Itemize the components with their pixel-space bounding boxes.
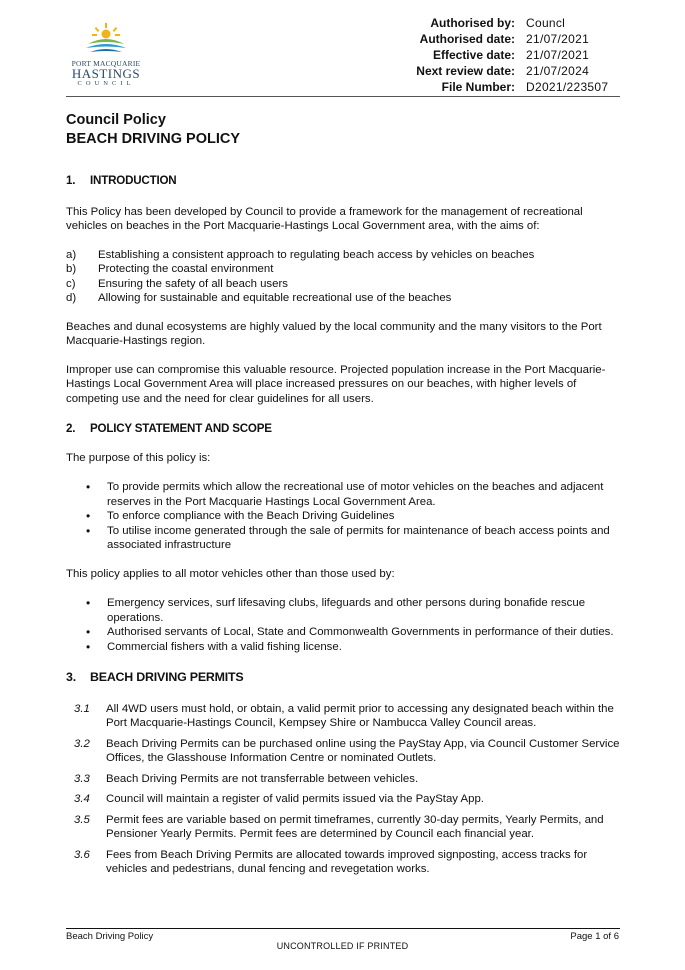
list-item (66, 277, 622, 292)
meta-row (380, 31, 620, 47)
section-number: 1. (66, 174, 76, 187)
bullet-item (66, 524, 622, 553)
meta-value: 21/07/2021 (526, 32, 590, 46)
section-title: BEACH DRIVING PERMITS (90, 670, 244, 684)
section-heading (66, 422, 622, 437)
item-text: Beach Driving Permits can be purchased online using the PayStay App, via Council Customer Service Offices, the Glasshouse Information Centre or nominated Outlets. (106, 737, 620, 764)
list-text: Protecting the coastal environment (98, 263, 274, 275)
section-title: POLICY STATEMENT AND SCOPE (90, 422, 272, 435)
document-title (66, 111, 240, 149)
bullet-item (66, 596, 622, 625)
bullet-text: To enforce compliance with the Beach Driving Guidelines (107, 510, 395, 522)
meta-label: Next review date: (416, 64, 515, 78)
header-divider (66, 96, 620, 97)
section-heading (66, 174, 622, 189)
list-item (66, 291, 622, 306)
list-item (66, 262, 622, 277)
item-number: 3.2 (74, 737, 90, 750)
council-logo-icon (82, 22, 130, 58)
logo-line-2: HASTINGS (71, 66, 141, 81)
bullet-icon: • (86, 639, 91, 654)
meta-label: Authorised by: (430, 16, 515, 30)
council-logo (66, 22, 146, 87)
paragraph: Improper use can compromise this valuable resource. Projected population increase in the Port Macquarie-Hastings Local Government Area will place increased pressures on our beaches, with higher levels of competing use and the need for clear guidelines for all users. (66, 363, 606, 405)
numbered-item (66, 792, 622, 807)
numbered-item (66, 772, 622, 787)
title-line-1: Council Policy (66, 112, 166, 128)
numbered-item (66, 737, 622, 766)
footer-divider (66, 928, 620, 929)
item-number: 3.4 (74, 793, 90, 805)
bullet-item (66, 480, 622, 509)
meta-value: D2021/223507 (526, 80, 609, 94)
list-text: Allowing for sustainable and equitable recreational use of the beaches (98, 292, 452, 304)
item-text: Beach Driving Permits are not transferrable between vehicles. (106, 772, 419, 785)
list-marker: b) (66, 263, 77, 275)
bullet-icon: • (86, 596, 91, 610)
bullet-text: Commercial fishers with a valid fishing license. (107, 640, 342, 653)
meta-row (380, 15, 620, 31)
list-marker: c) (66, 277, 76, 290)
item-text: Fees from Beach Driving Permits are allocated towards improved signposting, access tracks for vehicles and pedestrians, dunal fencing and revegetation works. (106, 848, 588, 875)
meta-label: Authorised date: (419, 32, 515, 46)
document-body (66, 174, 622, 883)
purpose-list (66, 480, 622, 553)
item-text: Permit fees are variable based on permit timeframes, currently 30-day permits, Yearly Permits, and Pensioner Yearly Permits. Permit fees are determined by Council each financial year. (106, 813, 604, 840)
numbered-item (66, 848, 622, 877)
numbered-item (66, 813, 622, 842)
list-marker: d) (66, 292, 77, 304)
meta-row (380, 47, 620, 63)
footer-page-number: Page 1 of 6 (570, 931, 619, 942)
bullet-item (66, 640, 622, 655)
title-line-2: BEACH DRIVING POLICY (66, 131, 241, 147)
meta-row (380, 63, 620, 79)
paragraph: This Policy has been developed by Council to provide a framework for the management of recreational vehicles on beaches in the Port Macquarie-Hastings Local Government area, with the aims of: (66, 205, 583, 232)
meta-label: Effective date: (432, 48, 515, 62)
numbered-item (66, 702, 622, 731)
list-text: Ensuring the safety of all beach users (98, 277, 288, 290)
list-text: Establishing a consistent approach to regulating beach access by vehicles on beaches (98, 248, 535, 261)
bullet-item (66, 625, 622, 640)
permits-list (66, 702, 622, 877)
paragraph: The purpose of this policy is: (66, 451, 211, 464)
meta-row (380, 79, 620, 95)
bullet-text: Authorised servants of Local, State and Commonwealth Governments in performance of their duties. (107, 626, 614, 638)
footer-uncontrolled-notice: UNCONTROLLED IF PRINTED (276, 941, 409, 951)
document-metadata (380, 15, 620, 95)
list-marker: a) (66, 248, 77, 261)
bullet-item (66, 509, 622, 524)
bullet-text: To provide permits which allow the recreational use of motor vehicles on the beaches and adjacent reserves in the Port Macquarie Hastings Local Government Area. (107, 481, 604, 508)
item-text: All 4WD users must hold, or obtain, a valid permit prior to accessing any designated beach within the Port Macquarie-Hastings Council, Kempsey Shire or Nambucca Valley Council areas. (106, 702, 614, 729)
meta-value: 21/07/2021 (526, 48, 590, 62)
section-number: 3. (66, 670, 76, 684)
paragraph: This policy applies to all motor vehicles other than those used by: (66, 567, 395, 580)
bullet-text: To utilise income generated through the sale of permits for maintenance of beach access points and associated infrastructure (107, 524, 610, 551)
section-title: INTRODUCTION (90, 174, 177, 187)
item-number: 3.6 (74, 848, 90, 861)
aims-list (66, 248, 622, 306)
bullet-icon: • (86, 480, 91, 494)
section-number: 2. (66, 422, 76, 435)
item-text: Council will maintain a register of valid permits issued via the PayStay App. (106, 793, 484, 805)
bullet-text: Emergency services, surf lifesaving clubs, lifeguards and other persons during bonafide rescue operations. (107, 597, 586, 624)
section-heading (66, 670, 622, 685)
bullet-icon: • (86, 625, 91, 639)
exemptions-list (66, 596, 622, 654)
list-item (66, 248, 622, 263)
item-number: 3.3 (74, 772, 90, 785)
meta-value: 21/07/2024 (526, 64, 590, 78)
meta-label: File Number: (441, 80, 515, 94)
paragraph: Beaches and dunal ecosystems are highly valued by the local community and the many visitors to the Port Macquarie-Hastings region. (66, 320, 602, 347)
bullet-icon: • (86, 523, 91, 538)
item-number: 3.5 (74, 813, 90, 826)
logo-line-1: PORT MACQUARIE (71, 59, 141, 68)
footer-document-name: Beach Driving Policy (66, 931, 154, 942)
bullet-icon: • (86, 509, 91, 523)
item-number: 3.1 (74, 702, 90, 715)
logo-line-3: COUNCIL (77, 80, 135, 87)
meta-value: Councl (526, 16, 566, 30)
